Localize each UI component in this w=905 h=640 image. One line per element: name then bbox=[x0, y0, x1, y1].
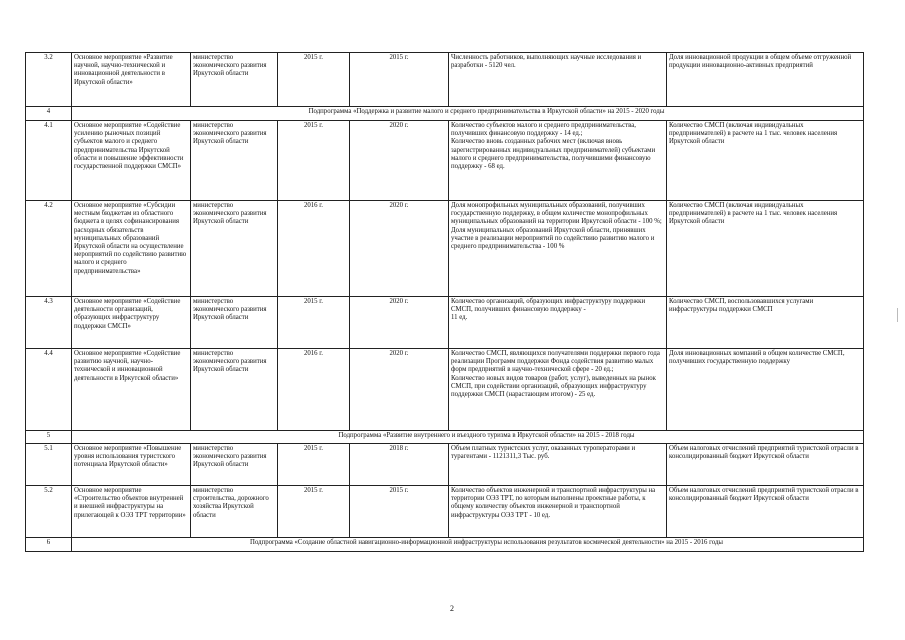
end-year-cell: 2020 г. bbox=[350, 349, 449, 431]
result-cell: Доля монопрофильных муниципальных образований, получивших государственную поддержку, в общем количестве монопрофильных муниципальных образований на территории Иркутской области - 100 %; Доля муниципальных образований Иркутской области, принявших участие в реализации мероприятий по содействию развитию малого и среднего предпринимательства - 100 % bbox=[449, 201, 667, 297]
subprogram-title: Подпрограмма «Поддержка и развитие малого и среднего предпринимательства в Иркутской области» на 2015 - 2020 годы bbox=[72, 107, 864, 121]
indicator-cell: Количество СМСП, воспользовавшихся услугами инфраструктуры поддержки СМСП bbox=[667, 297, 864, 349]
row-number: 4.2 bbox=[26, 201, 72, 297]
end-year-cell: 2018 г. bbox=[350, 444, 449, 486]
result-cell: Численность работников, выполняющих научные исследования и разработки - 5120 чел. bbox=[449, 53, 667, 107]
executor-cell: министерство экономического развития Иркутской области bbox=[191, 53, 278, 107]
event-cell: Основное мероприятие «Развитие научной, научно-технической и инновационной деятельности в Иркутской области» bbox=[72, 53, 191, 107]
end-year-cell: 2015 г. bbox=[350, 486, 449, 538]
page-number: 2 bbox=[450, 604, 454, 613]
executor-cell: министерство экономического развития Иркутской области bbox=[191, 201, 278, 297]
table-row bbox=[26, 486, 864, 538]
event-cell: Основное мероприятие «Повышение уровня использования туристского потенциала Иркутской области» bbox=[72, 444, 191, 486]
executor-cell: министерство экономического развития Иркутской области bbox=[191, 349, 278, 431]
start-year-cell: 2016 г. bbox=[278, 349, 350, 431]
end-year-cell: 2020 г. bbox=[350, 201, 449, 297]
start-year-cell: 2015 г. bbox=[278, 121, 350, 201]
margin-mark bbox=[897, 308, 898, 322]
result-cell: Количество объектов инженерной и транспортной инфраструктуры на территории ОЭЗ ТРТ, по которым выполнены проектные работы, к общему количеству объектов инженерной и транспортной инфраструктуры ОЭЗ ТРТ - 10 ед. bbox=[449, 486, 667, 538]
subprogram-row bbox=[26, 538, 864, 552]
row-number: 4 bbox=[26, 107, 72, 121]
end-year-cell: 2020 г. bbox=[350, 297, 449, 349]
indicator-cell: Доля инновационной продукции в общем объеме отгруженной продукции инновационно-активных предприятий bbox=[667, 53, 864, 107]
event-cell: Основное мероприятие «Субсидии местным бюджетам из областного бюджета в целях софинансирования расходных обязательств муниципальных образований Иркутской области на осуществление мероприятий по содействию развитию малого и среднего предпринимательства» bbox=[72, 201, 191, 297]
start-year-cell: 2015 г. bbox=[278, 297, 350, 349]
row-number: 4.3 bbox=[26, 297, 72, 349]
row-number: 5.2 bbox=[26, 486, 72, 538]
table-row bbox=[26, 121, 864, 201]
indicator-cell: Объем налоговых отчислений предприятий туристской отрасли в консолидированный бюджет Иркутской области bbox=[667, 444, 864, 486]
table-row bbox=[26, 444, 864, 486]
subprogram-row bbox=[26, 431, 864, 444]
subprogram-row bbox=[26, 107, 864, 121]
end-year-cell: 2020 г. bbox=[350, 121, 449, 201]
start-year-cell: 2015 г. bbox=[278, 53, 350, 107]
start-year-cell: 2016 г. bbox=[278, 201, 350, 297]
program-table bbox=[25, 52, 864, 552]
event-cell: Основное мероприятие «Содействие развитию научной, научно-технической и инновационной деятельности в Иркутской области» bbox=[72, 349, 191, 431]
subprogram-title: Подпрограмма «Создание областной навигационно-информационной инфраструктуры использования результатов космической деятельности» на 2015 - 2016 годы bbox=[72, 538, 864, 552]
result-cell: Количество СМСП, являющихся получателями поддержки первого года реализации Программ поддержки Фонда содействия развитию малых форм предприятий в научно-технической сфере - 20 ед.; Количество новых видов товаров (работ, услуг), выведенных на рынок СМСП, при содействии организаций, образующих инфраструктуру поддержки СМСП (нарастающим итогом) - 25 ед. bbox=[449, 349, 667, 431]
end-year-cell: 2015 г. bbox=[350, 53, 449, 107]
table-row bbox=[26, 297, 864, 349]
row-number: 4.4 bbox=[26, 349, 72, 431]
executor-cell: министерство экономического развития Иркутской области bbox=[191, 444, 278, 486]
indicator-cell: Количество СМСП (включая индивидуальных предпринимателей) в расчете на 1 тыс. человек населения Иркутской области bbox=[667, 201, 864, 297]
row-number: 6 bbox=[26, 538, 72, 552]
result-cell: Количество организаций, образующих инфраструктуру поддержки СМСП, получивших финансовую поддержку - 11 ед. bbox=[449, 297, 667, 349]
indicator-cell: Объем налоговых отчислений предприятий туристской отрасли в консолидированный бюджет Иркутской области bbox=[667, 486, 864, 538]
table-row bbox=[26, 349, 864, 431]
row-number: 4.1 bbox=[26, 121, 72, 201]
executor-cell: министерство экономического развития Иркутской области bbox=[191, 297, 278, 349]
table-row bbox=[26, 53, 864, 107]
start-year-cell: 2015 г. bbox=[278, 444, 350, 486]
start-year-cell: 2015 г. bbox=[278, 486, 350, 538]
event-cell: Основное мероприятие «Строительство объектов внутренней и внешней инфраструктуры на прилегающей к ОЭЗ ТРТ территории» bbox=[72, 486, 191, 538]
row-number: 5.1 bbox=[26, 444, 72, 486]
result-cell: Количество субъектов малого и среднего предпринимательства, получивших финансовую поддержку - 14 ед.; Количество вновь созданных рабочих мест (включая вновь зарегистрированных индивидуальных предпринимателей) субъектами малого и среднего предпринимательства, получившими финансовую поддержку - 68 ед. bbox=[449, 121, 667, 201]
executor-cell: министерство строительства, дорожного хозяйства Иркутской области bbox=[191, 486, 278, 538]
indicator-cell: Доля инновационных компаний в общем количестве СМСП, получивших государственную поддержку bbox=[667, 349, 864, 431]
event-cell: Основное мероприятие «Содействие усилению рыночных позиций субъектов малого и среднего предпринимательства Иркутской области и повышение эффективности государственной поддержки СМСП» bbox=[72, 121, 191, 201]
executor-cell: министерство экономического развития Иркутской области bbox=[191, 121, 278, 201]
row-number: 5 bbox=[26, 431, 72, 444]
indicator-cell: Количество СМСП (включая индивидуальных предпринимателей) в расчете на 1 тыс. человек населения Иркутской области bbox=[667, 121, 864, 201]
table-row bbox=[26, 201, 864, 297]
result-cell: Объем платных туристских услуг, оказанных туроператорами и турагентами - 1121311,3 Тыс. руб. bbox=[449, 444, 667, 486]
subprogram-title: Подпрограмма «Развитие внутреннего и въездного туризма в Иркутской области» на 2015 - 2018 годы bbox=[72, 431, 864, 444]
event-cell: Основное мероприятие «Содействие деятельности организаций, образующих инфраструктуру поддержки СМСП» bbox=[72, 297, 191, 349]
row-number: 3.2 bbox=[26, 53, 72, 107]
